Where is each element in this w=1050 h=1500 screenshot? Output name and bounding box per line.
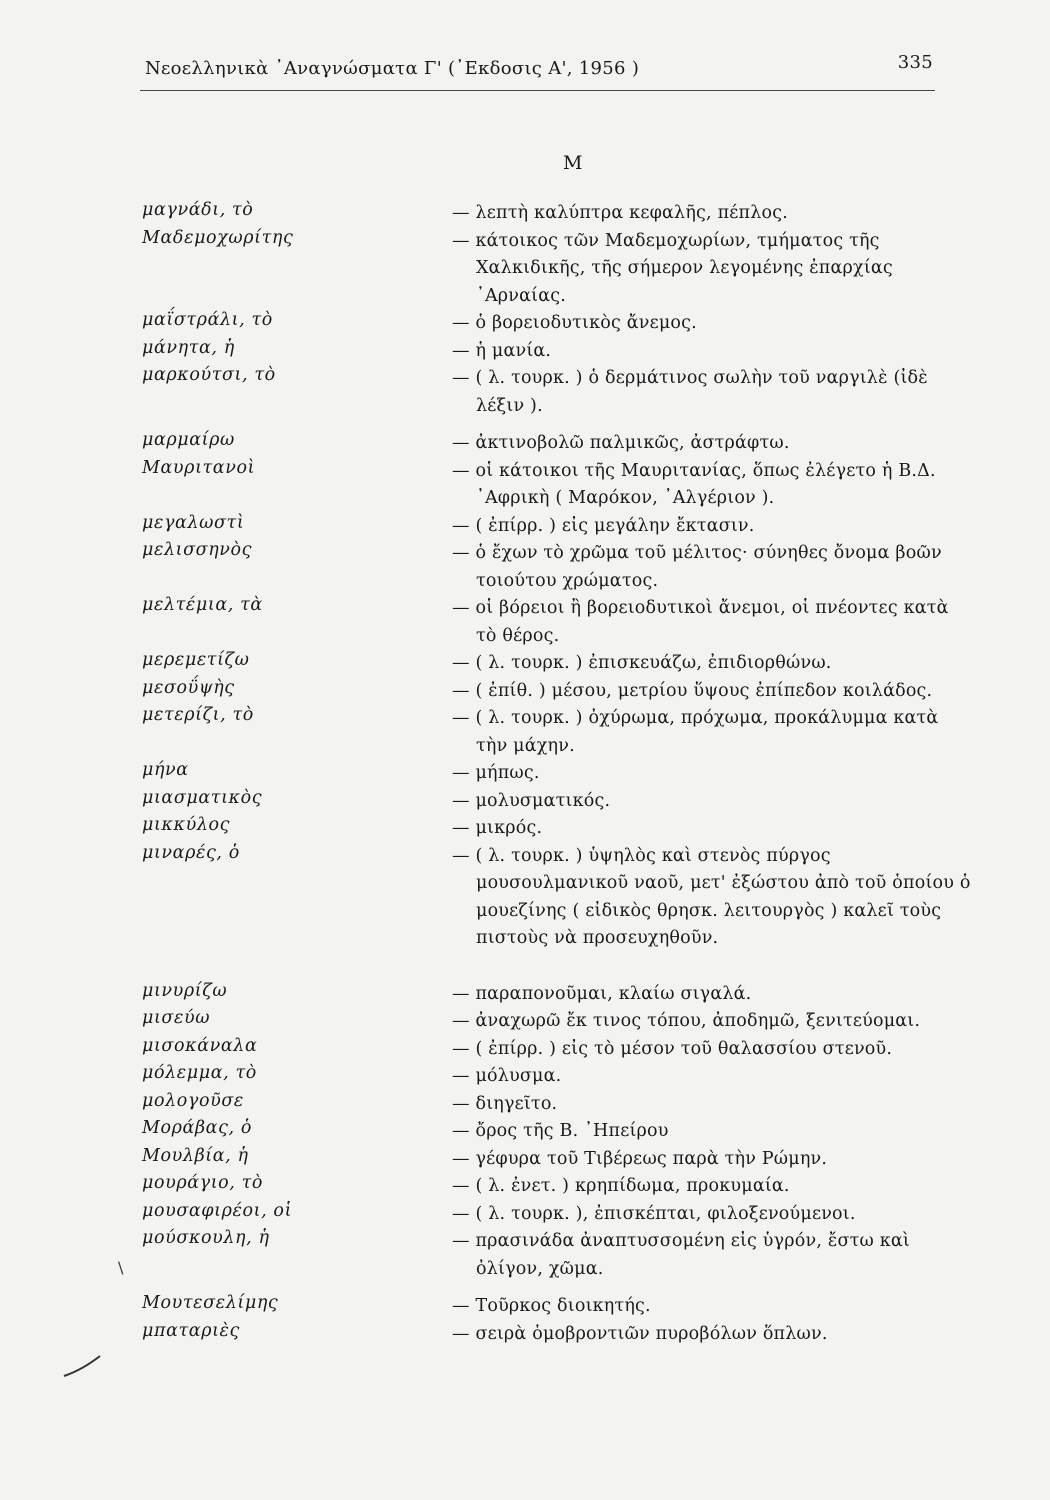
entry-definition: — μόλυσμα. xyxy=(452,1066,562,1086)
entry-definition: — ( ἐπίθ. ) μέσου, μετρίου ὕψους ἐπίπεδον κοιλάδος. xyxy=(452,680,933,701)
entry-lemma: μαρμαίρω xyxy=(142,430,235,450)
entry-definition: — παραπονοῦμαι, κλαίω σιγαλά. xyxy=(452,983,752,1004)
glossary-entry xyxy=(0,310,1050,338)
entry-lemma: μεσοΰψὴς xyxy=(142,677,235,698)
entry-definition: — ( λ. τουρκ. ), ἐπισκέπται, φιλοξενούμενοι. xyxy=(452,1203,856,1224)
entry-definition: — ἀναχωρῶ ἔκ τινος τόπου, ἀποδημῶ, ξενιτεύομαι. xyxy=(452,1011,921,1031)
entry-definition: — ὄρος τῆς Β. ᾿Ηπείρου xyxy=(452,1121,669,1141)
glossary-entry xyxy=(0,1173,1050,1201)
glossary-entry xyxy=(0,365,1050,420)
entry-definition: — οἱ βόρειοι ἢ βορειοδυτικοὶ ἄνεμοι, οἱ πνέοντες κατὰ τὸ θέρος. xyxy=(452,598,949,646)
glossary-entry xyxy=(0,815,1050,843)
entry-lemma: μούσκουλη, ἡ xyxy=(142,1228,270,1248)
glossary-entry xyxy=(0,595,1050,650)
entry-lemma: μάνητα, ἡ xyxy=(142,337,235,358)
glossary-entry xyxy=(0,760,1050,788)
entry-definition: — μήπως. xyxy=(452,763,540,783)
header-rule xyxy=(140,90,935,91)
glossary-entry xyxy=(0,1293,1050,1321)
entry-definition: — σειρὰ ὁμοβροντιῶν πυροβόλων ὅπλων. xyxy=(452,1323,828,1344)
entry-definition: — ( λ. ἐνετ. ) κρηπίδωμα, προκυμαία. xyxy=(452,1176,790,1196)
entry-lemma: μαΐστράλι, τὸ xyxy=(142,310,273,330)
entry-lemma: μισεύω xyxy=(142,1008,211,1028)
entry-lemma: μικκύλος xyxy=(142,815,231,835)
glossary-entry xyxy=(0,513,1050,541)
entry-lemma: Μαυριτανοὶ xyxy=(142,457,256,478)
entry-definition: — ὁ βορειοδυτικὸς ἄνεμος. xyxy=(452,313,697,333)
entry-lemma: Μαδεμοχωρίτης xyxy=(142,227,294,248)
running-header xyxy=(145,52,933,79)
entry-definition: — κάτοικος τῶν Μαδεμοχωρίων, τμήματος τῆς Χαλκιδικῆς, τῆς σήμερον λεγομένης ἐπαρχίας ᾿Αρναίας. xyxy=(452,230,893,306)
glossary-entry xyxy=(0,678,1050,706)
entry-definition: — λεπτὴ καλύπτρα κεφαλῆς, πέπλος. xyxy=(452,203,789,223)
glossary-entry xyxy=(0,788,1050,816)
glossary-entry xyxy=(0,1036,1050,1064)
entry-definition: — μολυσματικός. xyxy=(452,790,611,811)
glossary-entry xyxy=(0,1008,1050,1036)
page-number: 335 xyxy=(897,52,933,73)
entry-lemma: μιναρές, ὁ xyxy=(142,842,240,863)
entry-lemma: μετερίζι, τὸ xyxy=(142,705,254,725)
glossary-entry xyxy=(0,228,1050,311)
glossary-entry xyxy=(0,200,1050,228)
entry-definition: — ( λ. τουρκ. ) ὀχύρωμα, πρόχωμα, προκάλυμμα κατὰ τὴν μάχην. xyxy=(452,708,939,756)
entry-lemma: Μοράβας, ὁ xyxy=(142,1118,252,1138)
entry-definition: — ὁ ἔχων τὸ χρῶμα τοῦ μέλιτος· σύνηθες ὄνομα βοῶν τοιούτου χρώματος. xyxy=(452,543,942,591)
glossary-entry xyxy=(0,981,1050,1009)
entry-definition: — οἱ κάτοικοι τῆς Μαυριτανίας, ὅπως ἐλέγετο ἡ Β.Δ. ᾿Αφρικὴ ( Μαρόκον, ᾿Αλγέριον ). xyxy=(452,460,936,508)
entry-definition: — ( λ. τουρκ. ) ὑψηλὸς καὶ στενὸς πύργος μουσουλμανικοῦ ναοῦ, μετ' ἐξώστου ἀπὸ τοῦ ὁποίου ὁ μουεζίνης ( εἰδικὸς θρησκ. λειτουργὸς ) καλεῖ τοὺς πιστοὺς νὰ προσευχηθοῦν. xyxy=(452,845,971,948)
glossary-entry xyxy=(0,1091,1050,1119)
entry-lemma: μισοκάναλα xyxy=(142,1035,258,1056)
entry-definition: — ( λ. τουρκ. ) ἐπισκευάζω, ἐπιδιορθώνω. xyxy=(452,653,832,673)
entry-lemma: μινυρίζω xyxy=(142,980,228,1001)
glossary-entry xyxy=(0,705,1050,760)
glossary-entry xyxy=(0,458,1050,513)
entry-lemma: μουράγιο, τὸ xyxy=(142,1173,264,1193)
entry-lemma: μαγνάδι, τὸ xyxy=(142,200,254,220)
entry-definition: — διηγεῖτο. xyxy=(452,1093,558,1114)
entry-lemma: μπαταριὲς xyxy=(142,1320,240,1341)
entry-lemma: μουσαφιρέοι, οἱ xyxy=(142,1200,293,1221)
entry-lemma: μεγαλωστὶ xyxy=(142,512,245,533)
margin-pencil-mark xyxy=(62,1350,102,1380)
glossary-entry xyxy=(0,338,1050,366)
glossary-entry xyxy=(0,1146,1050,1174)
entry-lemma: μολογοῦσε xyxy=(142,1090,244,1111)
glossary-entry xyxy=(0,1063,1050,1091)
entry-definition: — ( ἐπίρρ. ) εἰς τὸ μέσον τοῦ θαλασσίου στενοῦ. xyxy=(452,1038,893,1059)
entry-lemma: Μουτεσελίμης xyxy=(142,1293,279,1313)
glossary-entry xyxy=(0,1228,1050,1283)
header-title: Νεοελληνικὰ ᾿Αναγνώσματα Γ' (᾿Εκδοσις Α', 1956 ) xyxy=(145,58,640,79)
section-letter: M xyxy=(563,152,583,174)
glossary-entry xyxy=(0,1118,1050,1146)
entry-lemma: μελτέμια, τὰ xyxy=(142,595,263,615)
entry-lemma: μερεμετίζω xyxy=(142,650,250,670)
margin-tick-mark: \ xyxy=(118,1258,124,1277)
entry-lemma: μήνα xyxy=(142,760,189,780)
glossary-entry xyxy=(0,650,1050,678)
entry-definition: — πρασινάδα ἀναπτυσσομένη εἰς ὑγρόν, ἔστω καὶ ὀλίγον, χῶμα. xyxy=(452,1231,910,1279)
entry-lemma: μελισσηνὸς xyxy=(142,540,253,560)
glossary-entry xyxy=(0,540,1050,595)
entry-definition: — ( ἐπίρρ. ) εἰς μεγάλην ἔκτασιν. xyxy=(452,515,755,536)
glossary-entry xyxy=(0,430,1050,458)
entry-lemma: μόλεμμα, τὸ xyxy=(142,1063,257,1083)
entry-lemma: μαρκούτσι, τὸ xyxy=(142,365,276,385)
entry-definition: — Τοῦρκος διοικητής. xyxy=(452,1296,651,1316)
glossary-entry xyxy=(0,1201,1050,1229)
glossary-entry xyxy=(0,1321,1050,1349)
glossary-entry xyxy=(0,843,1050,953)
entry-definition: — ἀκτινοβολῶ παλμικῶς, ἀστράφτω. xyxy=(452,433,790,453)
glossary-entries xyxy=(0,200,1050,1348)
entry-lemma: μιασματικὸς xyxy=(142,787,263,808)
entry-lemma: Μουλβία, ἡ xyxy=(142,1145,249,1166)
entry-definition: — ( λ. τουρκ. ) ὁ δερμάτινος σωλὴν τοῦ ναργιλὲ (ἰδὲ λέξιν ). xyxy=(452,368,928,416)
entry-definition: — μικρός. xyxy=(452,818,543,838)
entry-definition: — γέφυρα τοῦ Τιβέρεως παρὰ τὴν Ρώμην. xyxy=(452,1148,828,1169)
entry-definition: — ἡ μανία. xyxy=(452,340,552,361)
